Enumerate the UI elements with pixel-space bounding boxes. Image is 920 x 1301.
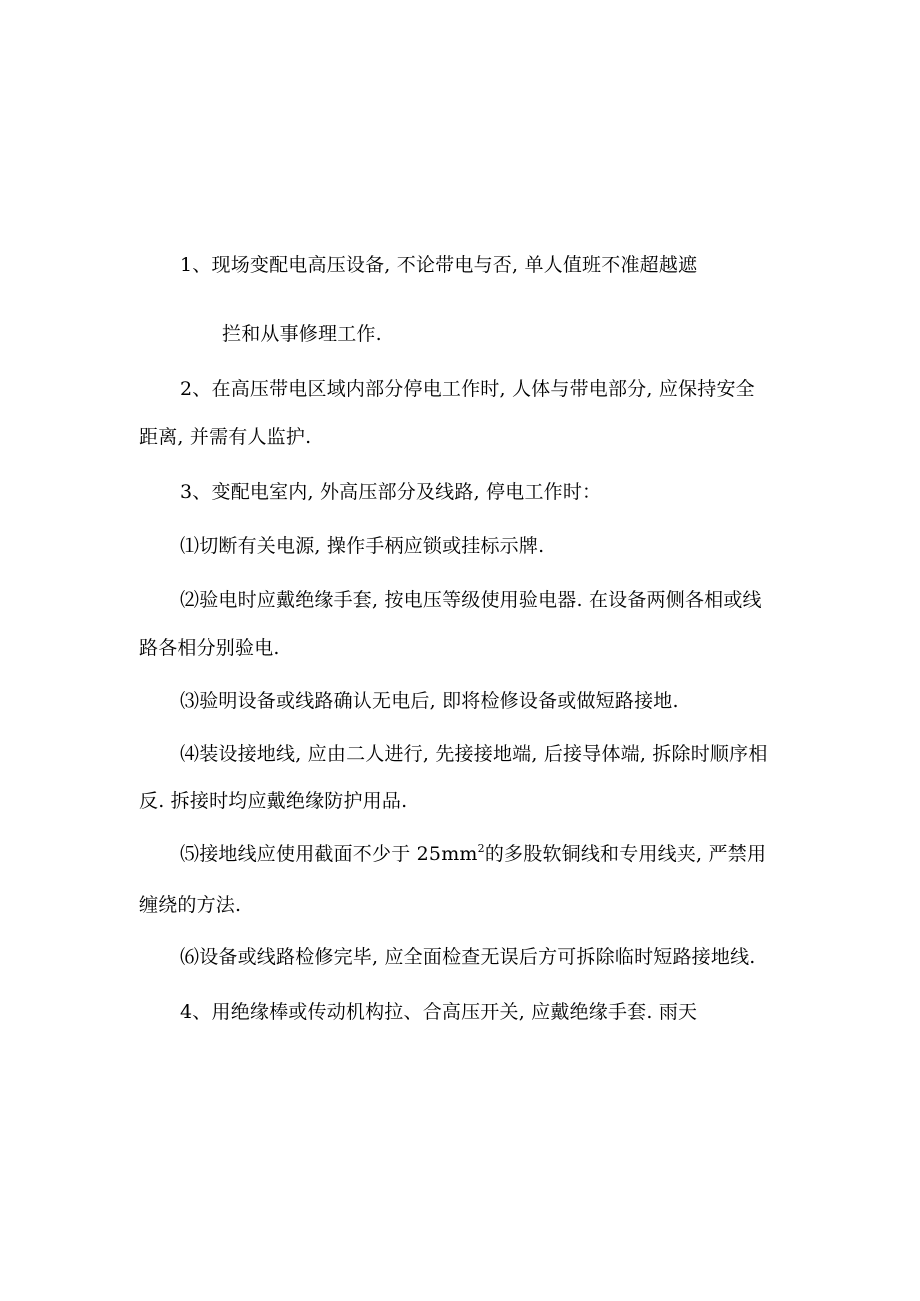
- rule-3-item-4-line-1: ⑷装设接地线, 应由二人进行, 先接接地端, 后接导体端, 拆除时顺序相: [180, 743, 768, 765]
- rule-3-item-1: ⑴切断有关电源, 操作手柄应锁或挂标示牌.: [180, 535, 545, 557]
- item-5-text-before: ⑸接地线应使用截面不少于 25mm: [180, 843, 478, 865]
- rule-3-item-5-line-1: [180, 842, 766, 866]
- item-5-superscript: 2: [477, 842, 485, 855]
- rule-3-heading: 3、变配电室内, 外高压部分及线路, 停电工作时：: [180, 481, 602, 503]
- rule-3-item-2-line-2: 路各相分别验电.: [139, 637, 280, 659]
- rule-1-line-2: 拦和从事修理工作.: [222, 323, 382, 345]
- rule-4-line-1: 4、用绝缘棒或传动机构拉、合高压开关, 应戴绝缘手套. 雨天: [180, 1001, 698, 1023]
- item-5-text-after: 的多股软铜线和专用线夹, 严禁用: [484, 843, 767, 865]
- rule-2-line-1: 2、在高压带电区域内部分停电工作时, 人体与带电部分, 应保持安全: [180, 378, 755, 400]
- rule-3-item-2-line-1: ⑵验电时应戴绝缘手套, 按电压等级使用验电器. 在设备两侧各相或线: [180, 589, 762, 611]
- rule-2-line-2: 距离, 并需有人监护.: [139, 426, 312, 448]
- rule-1-line-1: 1、现场变配电高压设备, 不论带电与否, 单人值班不准超越遮: [180, 254, 698, 276]
- rule-3-item-4-line-2: 反. 拆接时均应戴绝缘防护用品.: [139, 790, 408, 812]
- rule-3-item-3: ⑶验明设备或线路确认无电后, 即将检修设备或做短路接地.: [180, 690, 679, 712]
- rule-3-item-5-line-2: 缠绕的方法.: [139, 894, 242, 916]
- rule-3-item-6: ⑹设备或线路检修完毕, 应全面检查无误后方可拆除临时短路接地线.: [180, 946, 756, 968]
